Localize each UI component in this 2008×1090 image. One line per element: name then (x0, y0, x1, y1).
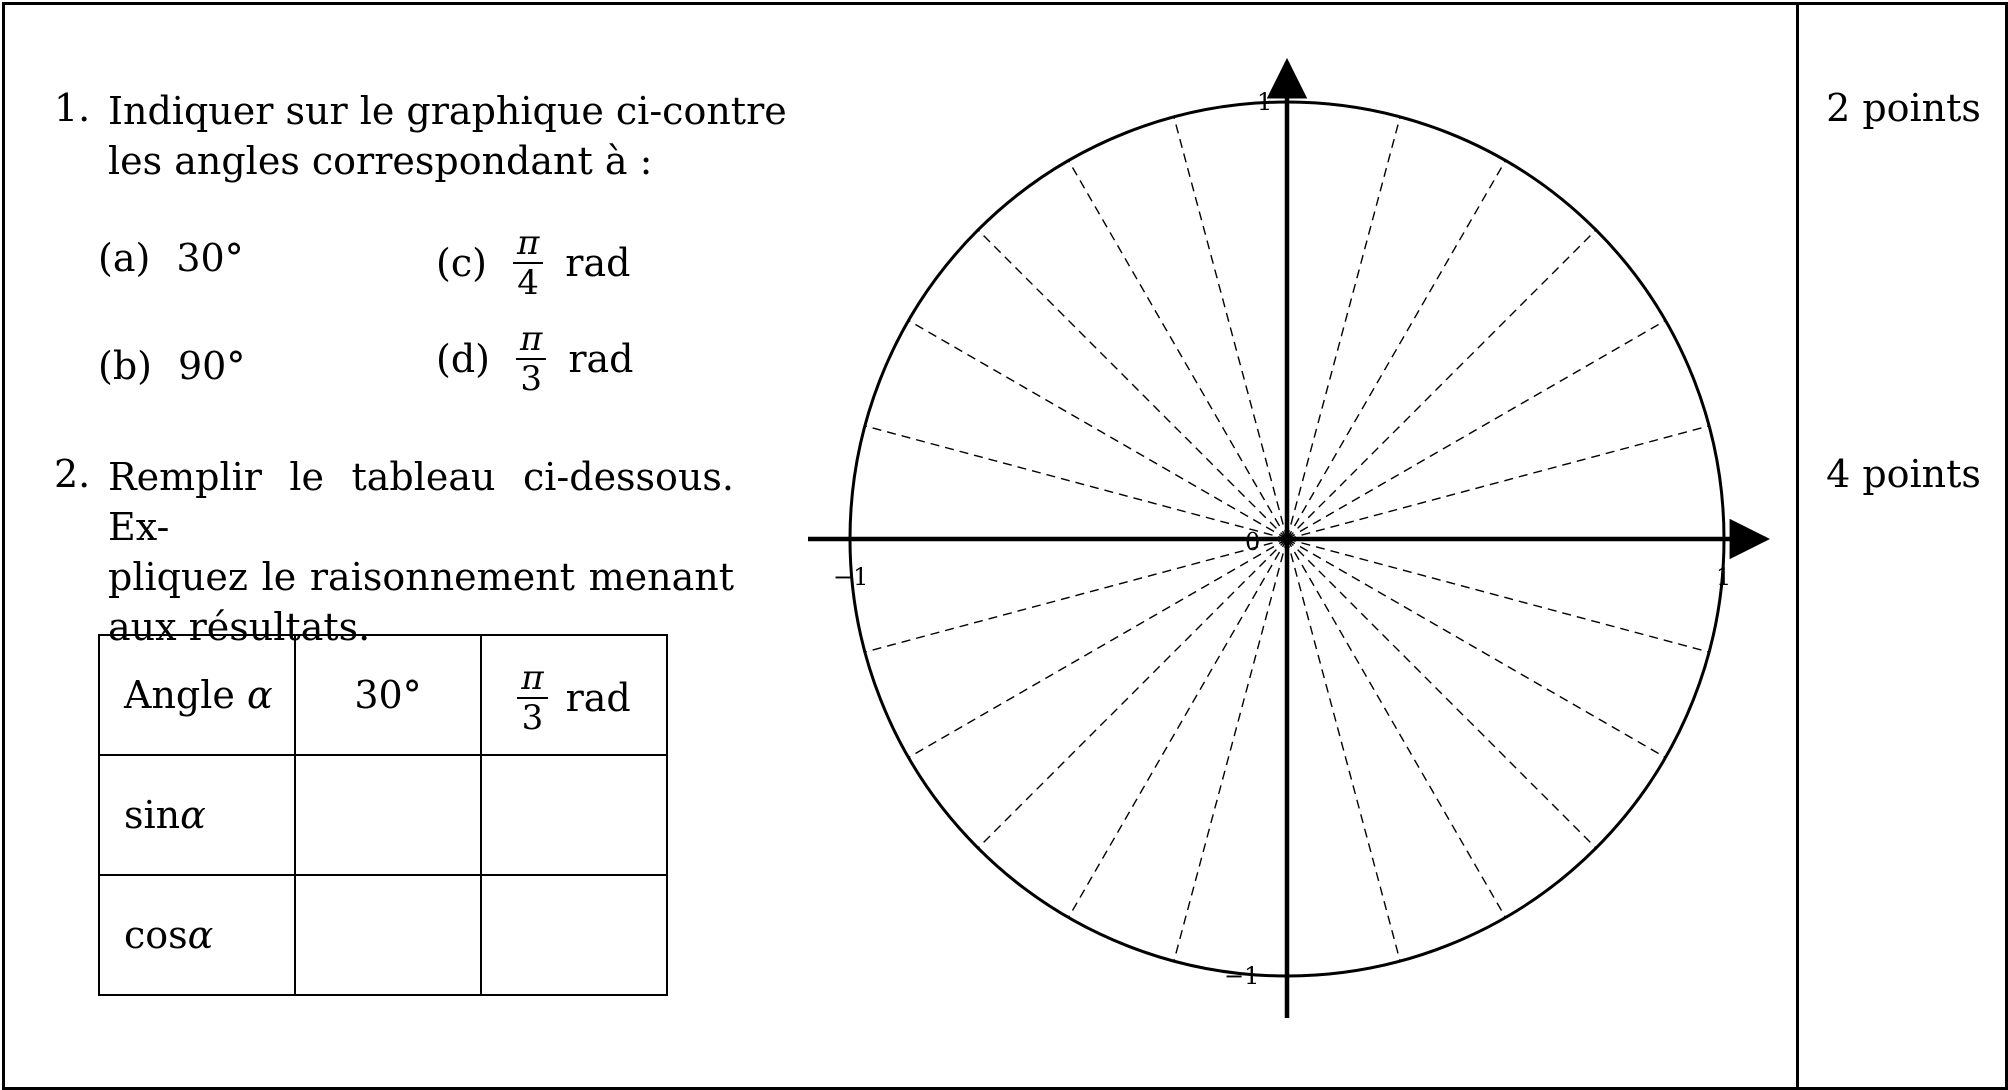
header-30-degree: 30° (354, 673, 422, 717)
ray-15-deg (1287, 426, 1709, 539)
tick-label-top: 1 (1257, 88, 1273, 116)
header-3-denominator: 3 (521, 697, 544, 738)
tick-label-left: −1 (833, 563, 869, 591)
ray-300-deg (1287, 539, 1506, 918)
item-c-unit: rad (565, 241, 631, 285)
header-rad-unit: rad (565, 675, 631, 720)
item-c-denominator: 4 (517, 263, 539, 303)
question-2-line-2: pliquez le raisonnement menant (108, 555, 734, 599)
tick-label-right: 1 (1716, 563, 1732, 591)
row-sin-func: sin (124, 793, 181, 837)
item-d-numerator: π (516, 320, 546, 360)
ray-345-deg (1287, 539, 1709, 652)
ray-45-deg (1287, 230, 1596, 539)
question-2-number: 2. (54, 452, 91, 496)
item-b-label: (b) (98, 344, 152, 388)
item-a-value: 30° (176, 236, 244, 280)
ray-75-deg (1287, 117, 1400, 539)
ray-135-deg (978, 230, 1287, 539)
ray-315-deg (1287, 539, 1596, 848)
item-d-label: (d) (436, 337, 490, 381)
question-1-line-1: Indiquer sur le graphique ci-contre (108, 89, 787, 133)
ray-60-deg (1287, 161, 1506, 540)
ray-195-deg (865, 539, 1287, 652)
question-2-line-1: Remplir le tableau ci-dessous. Ex- (108, 455, 734, 549)
ray-225-deg (978, 539, 1287, 848)
ray-255-deg (1174, 539, 1287, 961)
question-2-points: 4 points (1826, 452, 1981, 496)
ray-120-deg (1069, 161, 1288, 540)
item-c-numerator: π (513, 224, 543, 264)
question-2-line-3: aux résultats. (108, 605, 371, 649)
tick-label-bottom: −1 (1224, 962, 1260, 990)
ray-30-deg (1287, 321, 1666, 540)
header-angle-label: Angle (124, 673, 235, 717)
header-alpha-symbol: α (246, 673, 273, 717)
header-pi-numerator: π (517, 659, 547, 699)
row-sin-alpha: α (180, 793, 206, 837)
ray-285-deg (1287, 539, 1400, 961)
question-1-line-2: les angles correspondant à : (108, 139, 653, 183)
question-1-number: 1. (54, 86, 91, 130)
ray-240-deg (1069, 539, 1288, 918)
row-cos-alpha: α (187, 913, 214, 957)
item-a-label: (a) (98, 236, 151, 280)
ray-330-deg (1287, 539, 1666, 758)
item-d-denominator: 3 (520, 359, 542, 399)
question-1-points: 2 points (1826, 86, 1981, 130)
ray-210-deg (909, 539, 1288, 758)
item-c-label: (c) (436, 241, 487, 285)
item-d-unit: rad (568, 337, 634, 381)
item-b-value: 90° (177, 344, 246, 388)
ray-105-deg (1174, 117, 1287, 539)
ray-165-deg (865, 426, 1287, 539)
ray-150-deg (909, 321, 1288, 540)
origin-label: 0 (1245, 528, 1261, 556)
row-cos-func: cos (124, 913, 188, 957)
